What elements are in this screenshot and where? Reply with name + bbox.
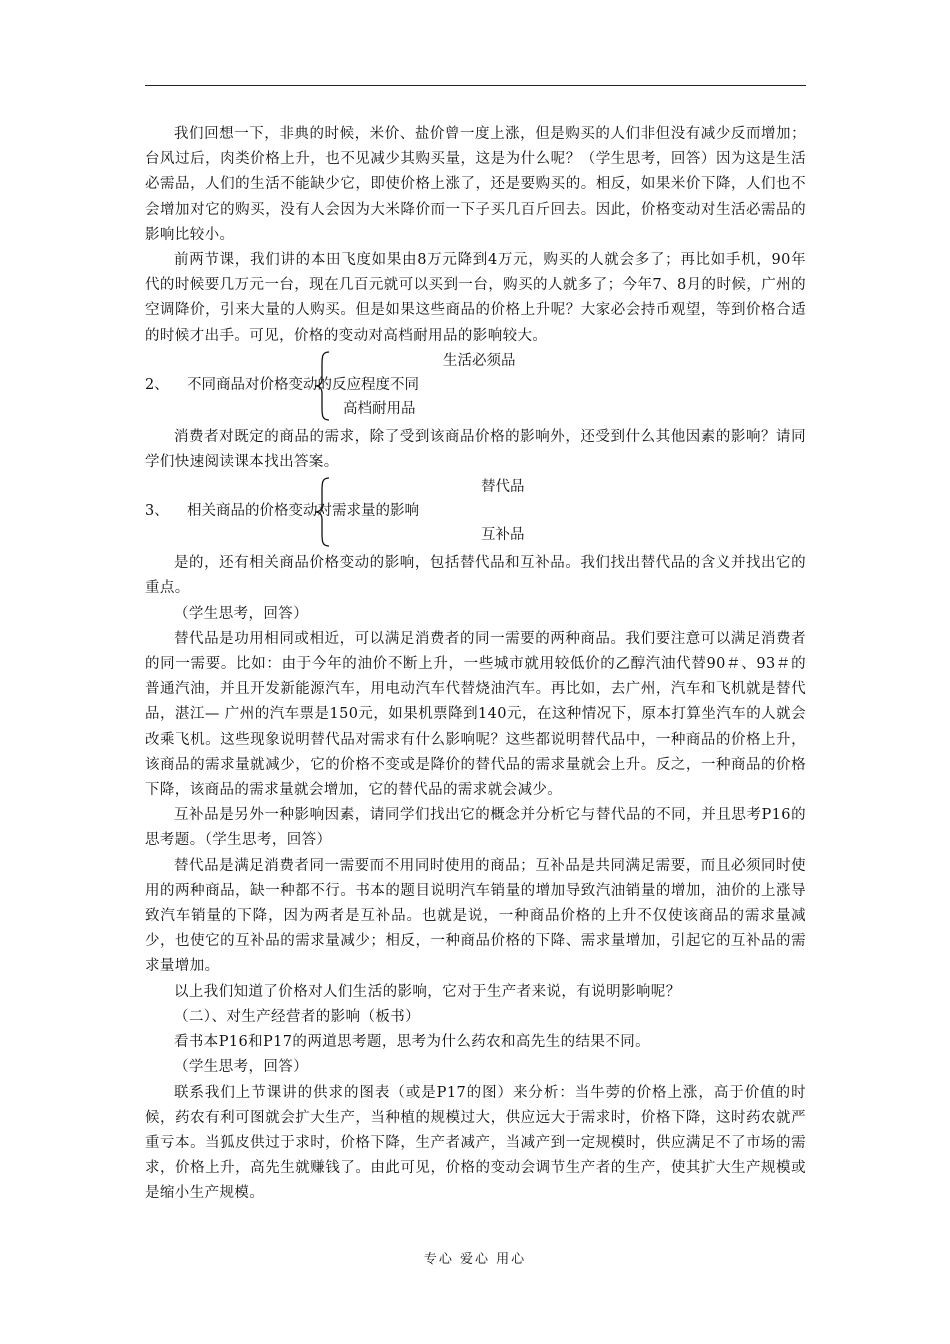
- paragraph-complements: 替代品是满足消费者同一需要而不用同时使用的商品；互补品是共同满足需要，而且必须同时使用的两种商品，缺一种都不行。书本的题目说明汽车销量的增加导致汽油销量的增加，油价的上涨导致汽车销量的下降，因为两者是互补品。也就是说，一种商品价格的上升不仅使该商品的需求量减少，也使它的互补品的需求量减少；相反，一种商品价格的下降、需求量增加，引起它的互补品的需求量增加。: [145, 857, 806, 975]
- header-rule: [145, 85, 806, 86]
- outline-branch-top: 替代品: [481, 479, 525, 496]
- paragraph-supply-demand: 联系我们上节课讲的供求的图表（或是P17的图）来分析：当牛蒡的价格上涨，高于价值的时候，药农有利可图就会扩大生产，当种植的规模过大，供应远大于需求时，价格下降，这时药农就严重亏本。当狐皮供过于求时，价格下降，生产者减产，当减产到一定规模时，供应满足不了市场的需求，价格上升，高先生就赚钱了。由此可见，价格的变动会调节生产者的生产，使其扩大生产规模或是缩小生产规模。: [145, 1084, 806, 1202]
- document-body: [145, 122, 806, 1207]
- paragraph-related-goods: 是的，还有相关商品价格变动的影响，包括替代品和互补品。我们找出替代品的含义并找出它的重点。: [145, 555, 806, 597]
- outline-number: 2、: [145, 376, 169, 393]
- section-heading-producers: （二）、对生产经营者的影响（板书）: [174, 1008, 421, 1025]
- paragraph-necessities: 我们回想一下，非典的时候，米价、盐价曾一度上涨，但是购买的人们非但没有减少反而增加；台风过后，肉类价格上升，也不见减少其购买量，这是为什么呢？（学生思考，回答）因为这是生活必需品，人们的生活不能缺少它，即使价格上涨了，还是要购买的。相反，如果米价下降，人们也不会增加对它的购买，没有人会因为大米降价而一下子买几百斤回去。因此，价格变动对生活必需品的影响比较小。: [145, 126, 806, 243]
- outline-branch-bottom: 高档耐用品: [343, 400, 416, 417]
- curly-brace-icon: [313, 351, 331, 421]
- outline-branch-top: 生活必须品: [443, 352, 516, 369]
- paragraph-other-factors: 消费者对既定的商品的需求，除了受到该商品价格的影响外，还受到什么其他因素的影响？请同学们快速阅读课本找出答案。: [145, 428, 806, 471]
- outline-number: 3、: [145, 503, 169, 520]
- outline-title: 相关商品的价格变动对需求量的影响: [187, 503, 419, 520]
- paragraph-complements-intro: 互补品是另外一种影响因素，请同学们找出它的概念并分析它与替代品的不同，并且思考P16的思考题。（学生思考，回答）: [145, 807, 806, 849]
- outline-item-2: [145, 349, 806, 425]
- curly-brace-icon: [313, 477, 331, 547]
- outline-title: 不同商品对价格变动的反应程度不同: [187, 376, 419, 393]
- outline-branch-bottom: 互补品: [481, 527, 525, 544]
- page-footer: 专心 爱心 用心: [423, 1252, 527, 1267]
- paragraph-student-answer: （学生思考，回答）: [174, 1059, 309, 1076]
- paragraph-student-answer: （学生思考，回答）: [174, 605, 309, 622]
- paragraph-substitutes: 替代品是功用相同或相近，可以满足消费者的同一需要的两种商品。我们要注意可以满足消费者的同一需要。比如：由于今年的油价不断上升，一些城市就用较低价的乙醇汽油代替90＃、93＃的普通汽油，并且开发新能源汽车，用电动汽车代替烧油汽车。再比如，去广州，汽车和飞机就是替代品，湛江— 广州的汽车票是150元，如果机票降到140元，在这种情况下，原本打算坐汽车的人就会改乘飞机。这些现象说明替代品对需求有什么影响呢？这些都说明替代品中，一种商品的价格上升，该商品的需求量就减少，它的价格不变或是降价的替代品的需求量就会上升。反之，一种商品的价格下降，该商品的需求量就会增加，它的替代品的需求就会减少。: [145, 630, 806, 799]
- paragraph-producers-question: 以上我们知道了价格对人们生活的影响，它对于生产者来说，有说明影响呢？: [174, 983, 681, 1000]
- paragraph-exercise: 看书本P16和P17的两道思考题，思考为什么药农和高先生的结果不同。: [174, 1034, 651, 1051]
- outline-item-3: [145, 475, 806, 551]
- paragraph-durables: 前两节课，我们讲的本田飞度如果由8万元降到4万元，购买的人就会多了；再比如手机，90年代的时候要几万元一台，现在几百元就可以买到一台，购买的人就多了；今年7、8月的时候，广州的空调降价，引来大量的人购买。但是如果这些商品的价格上升呢？大家必会持币观望，等到价格合适的时候才出手。可见，价格的变动对高档耐用品的影响较大。: [145, 252, 806, 344]
